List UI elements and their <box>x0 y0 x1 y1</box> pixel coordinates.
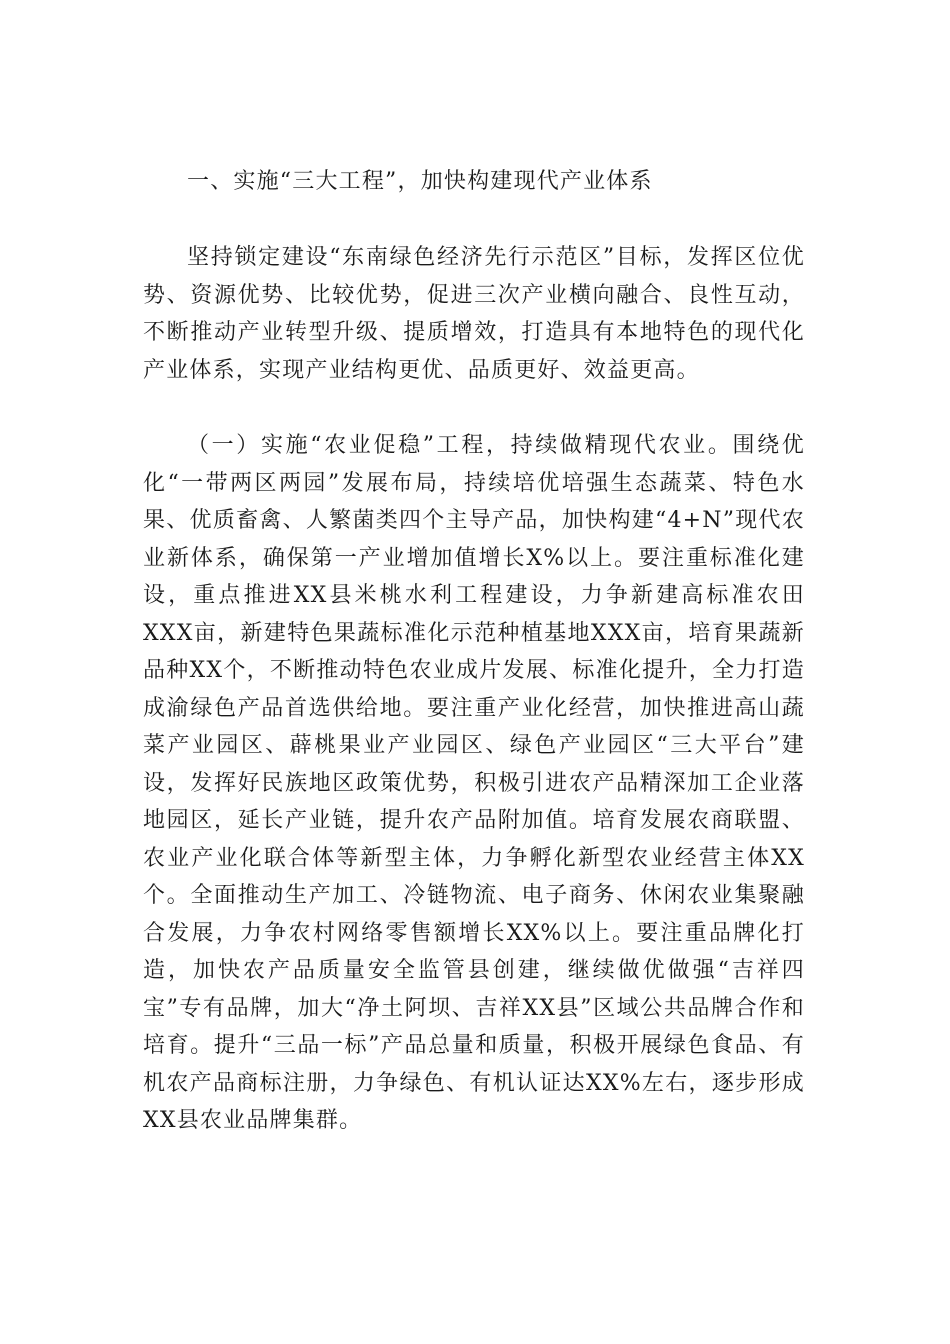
section-1-paragraph: （一）实施“农业促稳”工程，持续做精现代农业。围绕优化“一带两区两园”发展布局，持续培优培强生态蔬菜、特色水果、优质畜禽、人繁菌类四个主导产品，加快构建“4+N”现代农业新体系，确保第一产业增加值增长X%以上。要注重标准化建设，重点推进XX县米桃水利工程建设，力争新建高标准农田XXX亩，新建特色果蔬标准化示范种植基地XXX亩，培育果蔬新品种XX个，不断推动特色农业成片发展、标准化提升，全力打造成渝绿色产品首选供给地。要注重产业化经营，加快推进高山蔬菜产业园区、薜桃果业产业园区、绿色产业园区“三大平台”建设，发挥好民族地区政策优势，积极引进农产品精深加工企业落地园区，延长产业链，提升农产品附加值。培育发展农商联盟、农业产业化联合体等新型主体，力争孵化新型农业经营主体XX个。全面推动生产加工、冷链物流、电子商务、休闲农业集聚融合发展，力争农村网络零售额增长XX%以上。要注重品牌化打造，加快农产品质量安全监管县创建，继续做优做强“吉祥四宝”专有品牌，加大“净土阿坝、吉祥XX县”区域公共品牌合作和培育。提升“三品一标”产品总量和质量，积极开展绿色食品、有机农产品商标注册，力争绿色、有机认证达XX%左右，逐步形成XX县农业品牌集群。 <box>143 433 805 1133</box>
intro-paragraph: 坚持锁定建设“东南绿色经济先行示范区”目标，发挥区位优势、资源优势、比较优势，促进三次产业横向融合、良性互动，不断推动产业转型升级、提质增效，打造具有本地特色的现代化产业体系，实现产业结构更优、品质更好、效益更高。 <box>143 245 805 383</box>
section-heading: 一、实施“三大工程”，加快构建现代产业体系 <box>187 169 653 194</box>
